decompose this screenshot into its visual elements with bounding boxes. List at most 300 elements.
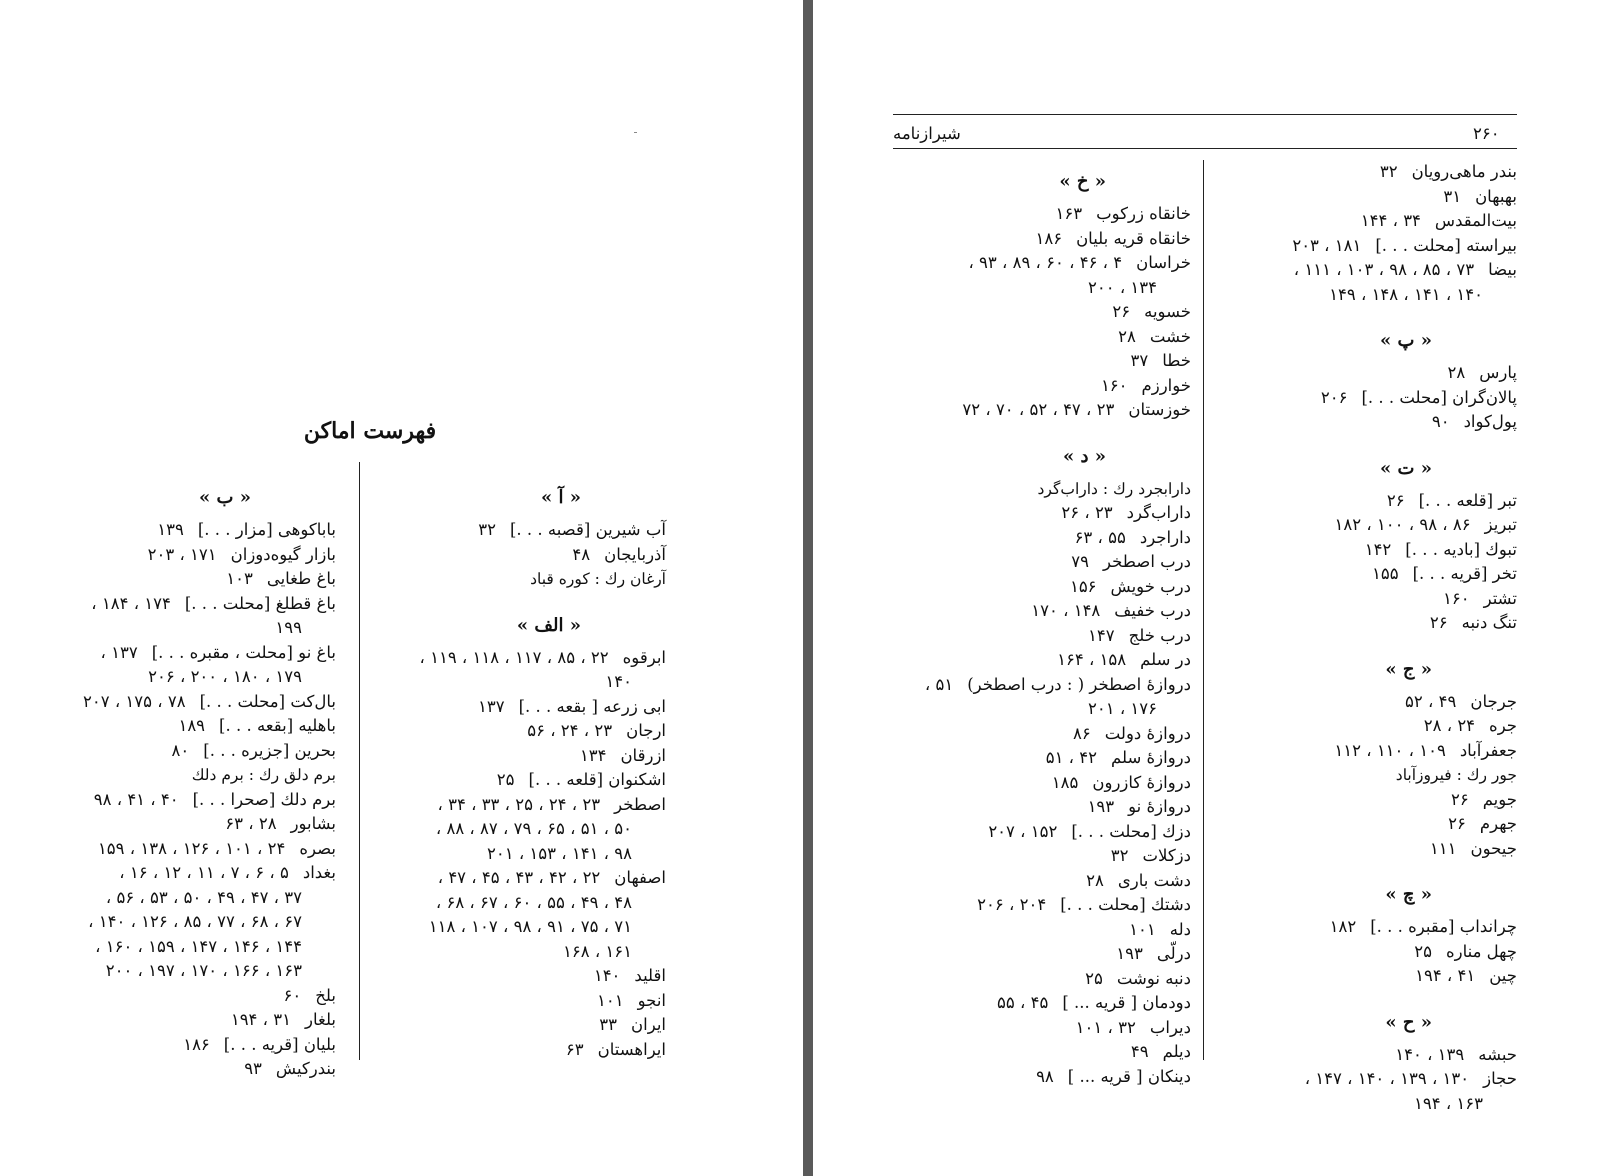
place-name: اقلید — [634, 966, 666, 985]
place-name: اشکنوان [قلعه . . .] — [528, 770, 666, 789]
index-entry — [1217, 915, 1517, 940]
page-references: ۷۳ ، ۸۵ ، ۹۸ ، ۱۰۳ ، ۱۱۱ ، — [1293, 260, 1475, 279]
page-references: ۷۹ — [1071, 552, 1090, 571]
index-entry — [893, 325, 1191, 350]
index-entry — [1217, 964, 1517, 989]
index-entry — [1217, 185, 1517, 210]
page-references: ۱۳۰ ، ۱۳۹ ، ۱۴۰ ، ۱۴۷ ، — [1304, 1069, 1470, 1088]
page-references: ۲۳ ، ۲۶ — [1061, 503, 1113, 522]
page-references: ۲۶ — [1450, 789, 1469, 809]
index-entry — [40, 543, 336, 568]
place-name: حبشه — [1478, 1044, 1517, 1064]
place-name: بغداد — [302, 863, 336, 882]
index-entry — [1217, 587, 1517, 612]
place-name: خوارزم — [1141, 375, 1191, 395]
cross-reference: آرغان رك : کوره قباد — [530, 570, 666, 588]
page-references: ۱۶۰ — [1443, 588, 1470, 608]
page-references: ۹۰ — [1431, 412, 1450, 431]
place-name: خسویه — [1144, 302, 1191, 321]
index-entry — [1217, 410, 1517, 435]
page-references: ۱۳۴ — [579, 745, 607, 765]
cross-reference: دارابجرد رك : داراب‌گرد — [1037, 479, 1191, 498]
place-name: جویم — [1482, 789, 1517, 809]
index-entry — [893, 746, 1191, 771]
index-entry — [40, 788, 336, 813]
place-name: اصطخر — [614, 794, 666, 814]
page-references: ۲۴ ، ۲۸ — [1423, 716, 1476, 735]
page-references: ۹۳ — [244, 1059, 262, 1078]
running-title: شیرازنامه — [893, 124, 961, 143]
right-page — [813, 0, 1612, 1176]
page-references: ۲۸ — [1118, 326, 1136, 346]
letter-heading: « خ » — [1059, 171, 1106, 192]
page-references: ۳۴ ، ۱۴۴ — [1360, 211, 1421, 230]
index-entry — [1217, 1067, 1517, 1092]
place-name: تبریز — [1484, 515, 1517, 534]
index-entry — [1217, 538, 1517, 563]
place-name: بیت‌المقدس — [1434, 211, 1517, 230]
place-name: جعفرآباد — [1459, 740, 1517, 760]
page-references: ۷۸ ، ۱۷۵ ، ۲۰۷ — [83, 691, 186, 711]
index-entry — [370, 646, 666, 671]
place-name: بلغار — [304, 1010, 336, 1029]
page-references-continued: ۱۶۱ ، ۱۶۸ — [562, 941, 632, 961]
place-name: انجو — [637, 990, 666, 1010]
index-entry — [1217, 940, 1517, 965]
page-references: ۲۵ — [1085, 968, 1103, 988]
page-references: ۸۶ ، ۹۸ ، ۱۰۰ ، ۱۸۲ — [1334, 515, 1471, 534]
index-column-be-he — [1217, 160, 1517, 1116]
place-name: درب خویش — [1110, 576, 1191, 596]
page-references: ۲۶ — [1429, 613, 1448, 632]
page-references: ۱۳۹ ، ۱۴۰ — [1395, 1044, 1465, 1064]
section-spacer — [1217, 989, 1517, 1003]
index-entry — [370, 1038, 666, 1063]
index-entry — [370, 1013, 666, 1038]
place-name: درلّی — [1156, 944, 1191, 963]
page-references: ۲۰۴ ، ۲۰۶ — [977, 895, 1047, 914]
place-name: داراب‌گرد — [1126, 503, 1191, 522]
place-name: خشت — [1149, 326, 1191, 346]
index-entry — [893, 624, 1191, 649]
page-references: ۴۱ ، ۱۹۴ — [1415, 966, 1476, 985]
place-name: درب خلج — [1128, 625, 1191, 645]
place-name: در سلم — [1140, 650, 1191, 669]
place-name: دروازهٔ نو — [1128, 797, 1191, 816]
section-spacer — [1217, 636, 1517, 650]
letter-heading: « د » — [1062, 445, 1106, 467]
index-entry — [370, 989, 666, 1014]
page-references: ۲۵ — [1414, 941, 1432, 961]
page-references: ۲۵ — [496, 770, 515, 789]
index-entry — [370, 866, 666, 891]
place-name: تخر [قریه . . .] — [1412, 564, 1517, 583]
index-entry — [370, 744, 666, 769]
page-references: ۱۵۲ ، ۲۰۷ — [988, 821, 1058, 841]
place-name: دزك [محلت . . .] — [1071, 821, 1191, 841]
page-references: ۴۰ ، ۴۱ ، ۹۸ — [93, 789, 179, 809]
index-entry — [40, 714, 336, 739]
place-name: داراجرد — [1139, 527, 1191, 547]
index-entry — [370, 695, 666, 720]
page-references: ۱۸۱ ، ۲۰۳ — [1292, 235, 1362, 255]
index-entry — [40, 812, 336, 837]
place-name: بلخ — [315, 985, 336, 1005]
index-entry — [893, 918, 1191, 943]
page-references-continued: ۷۱ ، ۷۵ ، ۹۱ ، ۹۸ ، ۱۰۷ ، ۱۱۸ — [428, 917, 632, 936]
place-name: دیلم — [1162, 1042, 1191, 1061]
place-name: خطا — [1162, 351, 1191, 370]
index-entry — [370, 768, 666, 793]
page-references: ۱۰۱ — [1129, 919, 1156, 939]
page-references: ۲۳ ، ۲۴ ، ۵۶ — [527, 721, 613, 740]
place-name: اصفهان — [614, 868, 666, 887]
page-references: ۱۸۹ — [178, 716, 206, 735]
letter-heading: « ب » — [199, 487, 251, 508]
page-references-continued: ۹۸ ، ۱۴۱ ، ۱۵۳ ، ۲۰۱ — [487, 843, 632, 863]
page-references: ۳۱ ، ۱۹۴ — [230, 1010, 291, 1029]
page-references: ۱۱۱ — [1429, 838, 1457, 858]
page-references: ۲۶ — [1448, 814, 1466, 833]
page-references: ۲۲ ، ۸۵ ، ۱۱۷ ، ۱۱۸ ، ۱۱۹ ، — [419, 647, 609, 667]
place-name: دشت باری — [1117, 870, 1191, 890]
index-entry — [1217, 160, 1517, 185]
page-references: ۲۶ — [1386, 490, 1405, 510]
page-references: ۱۸۶ — [183, 1034, 210, 1054]
place-name: دروازهٔ سلم — [1111, 748, 1191, 767]
index-entry — [1217, 1043, 1517, 1068]
page-references: ۵۱ ، — [924, 674, 954, 694]
place-name: دودمان [ قریه ... ] — [1062, 993, 1191, 1012]
index-entry — [893, 202, 1191, 227]
page-references: ۱۶۰ — [1100, 375, 1128, 395]
index-entry — [893, 599, 1191, 624]
page-references: ۱۵۵ — [1372, 564, 1399, 583]
index-entry — [1217, 234, 1517, 259]
page-references-continued: ۱۷۶ ، ۲۰۱ — [1087, 699, 1157, 718]
place-name: تبوك [بادیه . . .] — [1405, 539, 1517, 559]
page-references: ۱۳۹ — [157, 520, 184, 539]
place-name: دزکلات — [1142, 846, 1191, 865]
section-spacer — [370, 592, 666, 606]
letter-heading: « ج » — [1385, 658, 1432, 680]
place-name: باباکوهی [مزار . . .] — [197, 520, 336, 539]
index-entry — [1217, 690, 1517, 715]
place-name: ایراهستان — [597, 1039, 666, 1059]
place-name: آب شیرین [قصبه . . .] — [509, 520, 666, 539]
place-name: پارس — [1479, 363, 1517, 382]
page-references: ۱۴۰ — [593, 966, 621, 985]
index-entry — [40, 567, 336, 592]
index-entry — [370, 793, 666, 818]
page-references: ۸۰ — [171, 740, 190, 760]
place-name: پالان‌گران [محلت . . .] — [1361, 387, 1517, 407]
index-entry — [1217, 258, 1517, 283]
index-entry — [1217, 361, 1517, 386]
place-name: دروازهٔ کازرون — [1092, 772, 1191, 792]
page-references: ۴۹ — [1130, 1042, 1149, 1061]
index-entry — [40, 1033, 336, 1058]
page-references: ۸۶ — [1072, 723, 1091, 743]
index-entry — [370, 964, 666, 989]
place-name: برم دلك [صحرا . . .] — [192, 789, 336, 809]
place-name: تبر [قلعه . . .] — [1418, 490, 1517, 510]
index-entry — [893, 673, 1191, 698]
index-entry — [893, 300, 1191, 325]
page-references: ۶۰ — [283, 985, 302, 1005]
section-spacer — [1217, 435, 1517, 449]
place-name: درب خفیف — [1114, 601, 1191, 620]
page-references-continued: ۱۶۳ ، ۱۶۶ ، ۱۷۰ ، ۱۹۷ ، ۲۰۰ — [105, 961, 302, 980]
index-column-khe-dal — [893, 162, 1191, 1089]
page-references: ۱۵۸ ، ۱۶۴ — [1057, 650, 1127, 669]
index-entry — [40, 739, 336, 764]
place-name: خراسان — [1136, 253, 1191, 272]
cross-reference: برم دلق رك : برم دلك — [191, 766, 336, 784]
place-name: حجاز — [1483, 1069, 1517, 1088]
place-name: خانقاه قریه بلیان — [1076, 228, 1191, 248]
page-references: ۳۱ — [1443, 186, 1462, 206]
index-entry — [1217, 562, 1517, 587]
index-entry — [1217, 837, 1517, 862]
index-entry — [1217, 812, 1517, 837]
page-references: ۱۳۷ — [478, 696, 505, 716]
page-references: ۴ ، ۴۶ ، ۶۰ ، ۸۹ ، ۹۳ ، — [968, 253, 1123, 272]
page-references: ۲۲ ، ۴۲ ، ۴۳ ، ۴۵ ، ۴۷ ، — [437, 868, 601, 887]
page-references: ۴۹ ، ۵۲ — [1405, 691, 1457, 711]
place-name: دروازهٔ اصطخر ( : درب اصطخر) — [967, 674, 1191, 694]
place-name: بصره — [299, 838, 336, 858]
page-references: ۴۵ ، ۵۵ — [997, 993, 1049, 1012]
header-underline — [893, 148, 1517, 149]
place-name: جره — [1489, 716, 1517, 735]
index-entry — [893, 1040, 1191, 1065]
index-entry — [1217, 611, 1517, 636]
index-entry — [40, 837, 336, 862]
place-name: دینکان [ قریه ... ] — [1067, 1066, 1191, 1086]
page-references: ۳۲ — [1379, 162, 1398, 181]
place-name: چین — [1489, 966, 1517, 985]
index-entry — [893, 374, 1191, 399]
place-name: ازرقان — [620, 745, 666, 765]
page-references-continued: ۱۴۰ — [605, 672, 632, 691]
page-references: ۱۳۷ ، — [100, 642, 138, 662]
place-name: باغ نو [محلت ، مقبره . . .] — [151, 642, 336, 662]
page-references: ۱۴۲ — [1364, 539, 1392, 559]
page-references: ۱۹۳ — [1116, 944, 1143, 963]
place-name: دله — [1169, 919, 1191, 939]
page-references: ۹۸ — [1036, 1066, 1054, 1086]
letter-heading: « الف » — [516, 614, 581, 636]
place-name: ابرقوه — [622, 647, 666, 667]
index-entry — [893, 893, 1191, 918]
letter-heading: « ت » — [1380, 457, 1432, 479]
index-entry — [893, 1016, 1191, 1041]
index-entry — [893, 795, 1191, 820]
cross-reference: جور رك : فیروزآباد — [1395, 766, 1517, 784]
index-entry — [893, 1065, 1191, 1090]
place-name: بازار گیوه‌دوزان — [230, 544, 336, 564]
index-entry — [370, 719, 666, 744]
page-references: ۲۶ — [1112, 302, 1131, 321]
index-entry — [893, 501, 1191, 526]
page-references: ۵ ، ۶ ، ۷ ، ۱۱ ، ۱۲ ، ۱۶ ، — [119, 863, 289, 882]
index-entry — [40, 861, 336, 886]
page-references-continued: ۵۰ ، ۵۱ ، ۶۵ ، ۷۹ ، ۸۷ ، ۸۸ ، — [435, 819, 632, 838]
page-references: ۱۰۳ — [226, 569, 253, 588]
place-name: دیراب — [1149, 1017, 1191, 1037]
place-name: جهرم — [1479, 814, 1517, 833]
place-name: ایران — [631, 1015, 666, 1034]
letter-heading: « چ » — [1385, 884, 1432, 905]
index-entry — [893, 575, 1191, 600]
page-references: ۳۲ — [478, 520, 496, 539]
page-references: ۳۷ — [1130, 351, 1149, 370]
page-references: ۱۸۲ — [1329, 917, 1357, 936]
page-references: ۶۳ — [565, 1039, 584, 1059]
place-name: ارجان — [626, 721, 666, 740]
page-references: ۱۸۶ — [1035, 228, 1063, 248]
column-divider — [359, 462, 360, 1060]
page-references: ۱۷۱ ، ۲۰۳ — [147, 544, 217, 564]
page-references: ۱۹۳ — [1087, 797, 1115, 816]
header-rule — [893, 114, 1517, 115]
index-column-alef — [370, 478, 666, 1062]
place-name: باغ طغایی — [266, 569, 336, 588]
index-entry — [40, 984, 336, 1009]
page-references: ۴۲ ، ۵۱ — [1045, 748, 1097, 767]
page-references: ۱۴۸ ، ۱۷۰ — [1031, 601, 1101, 620]
place-name: باهلیه [بقعه . . .] — [219, 716, 336, 735]
place-name: دروازهٔ دولت — [1104, 723, 1191, 743]
index-entry — [893, 526, 1191, 551]
place-name: دشتك [محلت . . .] — [1060, 895, 1191, 914]
index-entry — [893, 991, 1191, 1016]
index-entry — [40, 641, 336, 666]
index-entry — [893, 771, 1191, 796]
place-name: درب اصطخر — [1103, 552, 1191, 571]
place-name: بندرکیش — [275, 1059, 336, 1078]
place-name: تشتر — [1483, 588, 1517, 608]
index-entry — [1217, 788, 1517, 813]
index-entry — [893, 967, 1191, 992]
page-references-continued: ۱۷۹ ، ۱۸۰ ، ۲۰۰ ، ۲۰۶ — [148, 667, 302, 686]
place-name: بیضا — [1488, 260, 1517, 279]
place-name: بلیان [قریه . . .] — [223, 1034, 336, 1054]
page-references-continued: ۴۸ ، ۴۹ ، ۵۵ ، ۶۰ ، ۶۷ ، ۶۸ ، — [435, 892, 632, 912]
letter-heading: « آ » — [540, 487, 581, 508]
index-entry — [893, 349, 1191, 374]
index-column-be — [40, 478, 336, 1082]
index-entry — [893, 648, 1191, 673]
page-references: ۵۵ ، ۶۳ — [1074, 527, 1126, 547]
section-spacer — [893, 423, 1191, 437]
page-references: ۱۰۱ — [597, 990, 624, 1010]
index-entry — [893, 227, 1191, 252]
place-name: چرانداب [مقبره . . .] — [1370, 917, 1517, 936]
page-references-continued: ۳۷ ، ۴۷ ، ۴۹ ، ۵۰ ، ۵۳ ، ۵۶ ، — [105, 887, 302, 907]
index-entry — [1217, 489, 1517, 514]
place-name: دنبه نوشت — [1116, 968, 1191, 988]
place-name: پول‌کواد — [1463, 412, 1517, 431]
index-entry — [40, 690, 336, 715]
index-entry — [40, 518, 336, 543]
page-references: ۲۸ ، ۶۳ — [225, 814, 277, 833]
index-entry — [893, 820, 1191, 845]
page-references: ۲۳ ، ۴۷ ، ۵۲ ، ۷۰ ، ۷۲ — [962, 400, 1115, 419]
page-references-continued: ۱۴۰ ، ۱۴۱ ، ۱۴۸ ، ۱۴۹ — [1329, 284, 1483, 304]
place-name: چهل مناره — [1445, 941, 1517, 961]
page-references: ۲۳ ، ۲۴ ، ۲۵ ، ۳۳ ، ۳۴ ، — [437, 794, 601, 814]
place-name: بندر ماهی‌رویان — [1411, 162, 1517, 181]
page-references-continued: ۱۳۴ ، ۲۰۰ — [1087, 277, 1157, 297]
place-name: بشابور — [290, 814, 336, 833]
place-name: آذربایجان — [604, 544, 666, 564]
place-name: باغ قطلغ [محلت . . .] — [184, 593, 336, 613]
page-references: ۱۸۵ — [1051, 772, 1079, 792]
index-entry — [370, 518, 666, 543]
page-references-continued: ۶۷ ، ۶۸ ، ۷۷ ، ۸۵ ، ۱۲۶ ، ۱۴۰ ، — [88, 912, 302, 931]
index-entry — [1217, 739, 1517, 764]
index-entry — [893, 942, 1191, 967]
index-entry — [893, 869, 1191, 894]
index-entry — [370, 543, 666, 568]
place-name: تنگ دنبه — [1461, 613, 1517, 632]
index-entry — [1217, 209, 1517, 234]
page-references: ۱۵۶ — [1069, 576, 1097, 596]
index-entry — [893, 251, 1191, 276]
section-spacer — [1217, 861, 1517, 875]
letter-heading: « ح » — [1385, 1011, 1432, 1033]
column-divider — [1203, 160, 1204, 1060]
left-page — [0, 0, 803, 1176]
book-gutter — [803, 0, 813, 1176]
speck — [634, 132, 637, 133]
index-title: فهرست اماکن — [303, 418, 437, 444]
index-entry — [40, 1008, 336, 1033]
index-entry — [1217, 386, 1517, 411]
page-references: ۲۴ ، ۱۰۱ ، ۱۲۶ ، ۱۳۸ ، ۱۵۹ — [97, 838, 286, 858]
page-references: ۱۰۹ ، ۱۱۰ ، ۱۱۲ — [1334, 740, 1446, 760]
place-name: خانقاه زرکوب — [1096, 204, 1191, 223]
page-references: ۳۲ ، ۱۰۱ — [1075, 1017, 1136, 1037]
index-entry — [1217, 714, 1517, 739]
page-references: ۳۲ — [1110, 846, 1129, 865]
place-name: بیراسته [محلت . . .] — [1375, 235, 1517, 255]
place-name: خوزستان — [1128, 400, 1191, 419]
index-entry — [1217, 513, 1517, 538]
page-references: ۳۳ — [599, 1015, 618, 1034]
page-references: ۱۶۳ — [1055, 204, 1083, 223]
index-entry — [40, 1057, 336, 1082]
page-references: ۲۸ — [1447, 363, 1466, 382]
page-references: ۱۷۴ ، ۱۸۴ ، — [91, 593, 171, 613]
place-name: ابی زرعه [ بقعه . . .] — [518, 696, 666, 716]
place-name: جرجان — [1470, 691, 1517, 711]
letter-heading: « پ » — [1380, 330, 1432, 351]
index-entry — [893, 398, 1191, 423]
page-references-continued: ۱۹۹ — [275, 618, 302, 637]
place-name: جیحون — [1470, 838, 1517, 858]
page-references: ۲۸ — [1086, 870, 1104, 890]
index-entry — [40, 592, 336, 617]
page-references-continued: ۱۴۴ ، ۱۴۶ ، ۱۴۷ ، ۱۵۹ ، ۱۶۰ ، — [95, 936, 302, 956]
page-number: ۲۶۰ — [1473, 124, 1500, 143]
page-references-continued: ۱۶۳ ، ۱۹۴ — [1413, 1093, 1483, 1113]
page-references: ۱۴۷ — [1087, 625, 1115, 645]
section-spacer — [1217, 307, 1517, 321]
place-name: بهبهان — [1475, 186, 1517, 206]
